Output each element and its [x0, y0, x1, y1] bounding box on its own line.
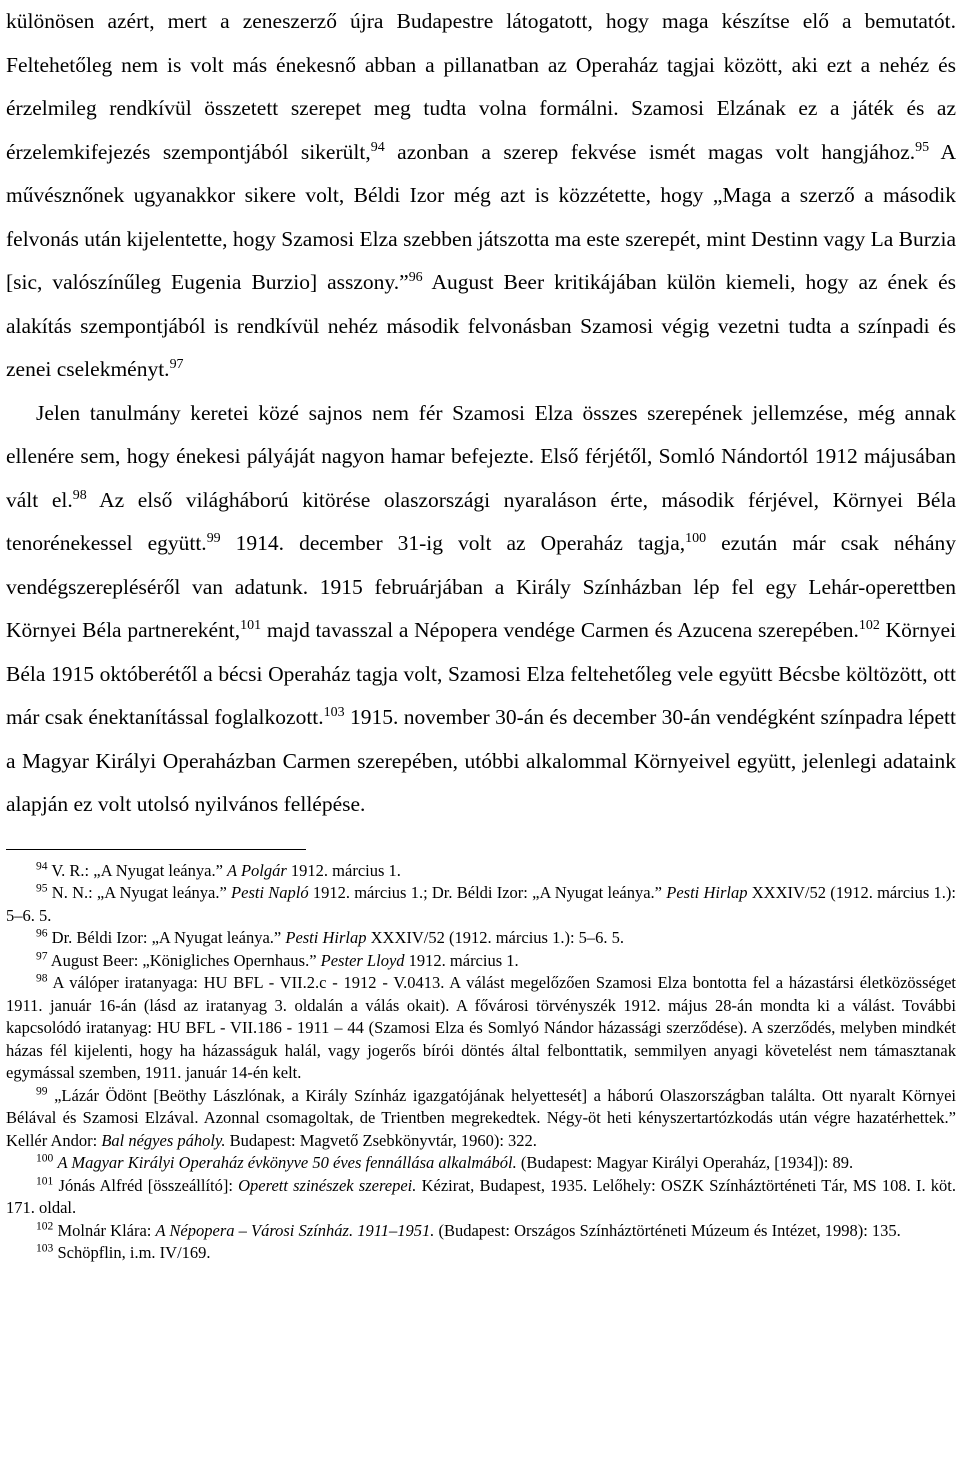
footnote-separator: [6, 849, 306, 850]
footnote-ref-98[interactable]: 98: [72, 487, 87, 503]
footnote-ref-101[interactable]: 101: [240, 617, 262, 633]
footnotes: [6, 860, 956, 1265]
footnote-99: $^{99}$ „Lázár Ödönt [Beöthy Lászlónak, a Király Színház igazgatójának helyettesét] a háború Olaszországban találta. Ott nyaralt Környei Bélával és Szamosi Elzával. Azonnal csomagoltak, de Trientben megrekedtek. Négy-öt heti kényszertartózkodás után végre hazatérhettek.” Kellér Andor: Bal négyes páholy. Budapest: Magvető Zsebkönyvtár, 1960): 322.: [6, 1085, 956, 1150]
paragraph-1: különösen azért, mert a zeneszerző újra Budapestre látogatott, hogy maga készítse elő a bemutatót. Feltehetőleg nem is volt más énekesnő abban a pillanatban az Operaház tagjai között, aki ezt a nehéz és érzelmileg rendkívül összetett szerepet meg tudta volna formálni. Szamosi Elzának ez a játék és az érzelemkifejezés szempontjából sikerült,$^{94}$ azonban a szerep fekvése ismét magas volt hangjához.$^{95}$ A művésznőnek ugyanakkor sikere volt, Béldi Izor még azt is közzétette, hogy „Maga a szerző a második felvonás után kijelentette, hogy Szamosi Elza szebben játszotta ma este szerepét, mint Destinn vagy La Burzia [sic, valószínűleg Eugenia Burzio] asszony.”$^{96}$ August Beer kritikájában külön kiemeli, hogy az ének és alakítás szempontjából is rendkívül nehéz második felvonásban Szamosi végig vezetni tudta a színpadi és zenei cselekményt.$^{97}$: [6, 9, 957, 381]
body-text: [6, 0, 956, 827]
footnote-102: $^{102}$ Molnár Klára: A Népopera – Városi Színház. 1911–1951. (Budapest: Országos Színháztörténeti Múzeum és Intézet, 1998): 135.: [36, 1220, 901, 1240]
footnote-95: $^{95}$ N. N.: „A Nyugat leánya.” Pesti Napló 1912. március 1.; Dr. Béldi Izor: „A Nyugat leánya.” Pesti Hirlap XXXIV/52 (1912. március 1.): 5–6. 5.: [6, 882, 956, 925]
footnote-ref-99[interactable]: 99: [206, 530, 221, 546]
footnote-100: $^{100}$ A Magyar Királyi Operaház évkönyve 50 éves fennállása alkalmából. (Budapest: Magyar Királyi Operaház, [1934]): 89.: [36, 1152, 854, 1172]
footnote-ref-100[interactable]: 100: [685, 530, 707, 546]
footnote-101: $^{101}$ Jónás Alfréd [összeállító]: Operett szinészek szerepei. Kézirat, Budapest, 1935. Lelőhely: OSZK Színháztörténeti Tár, MS 108. I. köt. 171. oldal.: [6, 1175, 956, 1217]
paragraph-2: Jelen tanulmány keretei közé sajnos nem fér Szamosi Elza összes szerepének jellemzése, még annak ellenére sem, hogy énekesi pályáját nagyon hamar befejezte. Első férjétől, Somló Nándortól 1912 májusában vált el.$^{98}$ Az első világháború kitörése olaszországi nyaraláson érte, második férjével, Környei Béla tenorénekessel együtt.$^{99}$ 1914. december 31-ig volt az Operaház tagja,$^{100}$ ezután már csak néhány vendégszerepléséről van adatunk. 1915 februárjában a Király Színházban lép fel egy Lehár-operettben Környei Béla partnereként,$^{101}$ majd tavasszal a Népopera vendége Carmen és Azucena szerepében.$^{102}$ Környei Béla 1915 októberétől a bécsi Operaház tagja volt, Szamosi Elza feltehetőleg vele együtt Bécsbe költözött, ott már csak énektanítással foglalkozott.$^{103}$ 1915. november 30-án és december 30-án vendégként színpadra lépett a Magyar Királyi Operaházban Carmen szerepében, utóbbi alkalommal Környeivel együtt, jelenlegi adataink alapján ez volt utolsó nyilvános fellépése.: [6, 400, 957, 816]
footnote-96: $^{96}$ Dr. Béldi Izor: „A Nyugat leánya.” Pesti Hirlap XXXIV/52 (1912. március 1.): 5–6. 5.: [36, 927, 625, 947]
footnote-ref-94[interactable]: 94: [370, 139, 385, 155]
footnote-ref-95[interactable]: 95: [915, 139, 930, 155]
footnote-103: $^{103}$ Schöpflin, i.m. IV/169.: [36, 1242, 211, 1262]
footnote-98: $^{98}$ A válóper iratanyaga: HU BFL - VII.2.c - 1912 - V.0413. A válást megelőzően Szamosi Elza bontotta fel a házastársi életközösséget 1911. január 16-án (lásd az iratanyag 3. oldalán a válás okait). A fővárosi törvényszék 1912. május 28-án mondta ki a válást. További kapcsolódó iratanyag: HU BFL - VII.186 - 1911 – 44 (Szamosi Elza és Somlyó Nándor házassági szerződése). A szerződés, melyben mindkét házas fél kijelenti, hogy ha házasságuk halál, vagy jogerős bírói döntés által felbonttatik, semmilyen anyagi követelést nem támasztanak egymással szemben, 1911. január 14-én kelt.: [6, 972, 956, 1082]
footnote-ref-97[interactable]: 97: [169, 356, 184, 372]
footnote-ref-96[interactable]: 96: [408, 269, 423, 285]
document-page: [6, 0, 956, 1265]
footnote-94: $^{94}$ V. R.: „A Nyugat leánya.” A Polgár 1912. március 1.: [36, 860, 401, 880]
footnote-97: $^{97}$ August Beer: „Königliches Opernhaus.” Pester Lloyd 1912. március 1.: [36, 950, 519, 970]
footnote-ref-103[interactable]: 103: [323, 704, 345, 720]
footnote-ref-102[interactable]: 102: [858, 617, 880, 633]
